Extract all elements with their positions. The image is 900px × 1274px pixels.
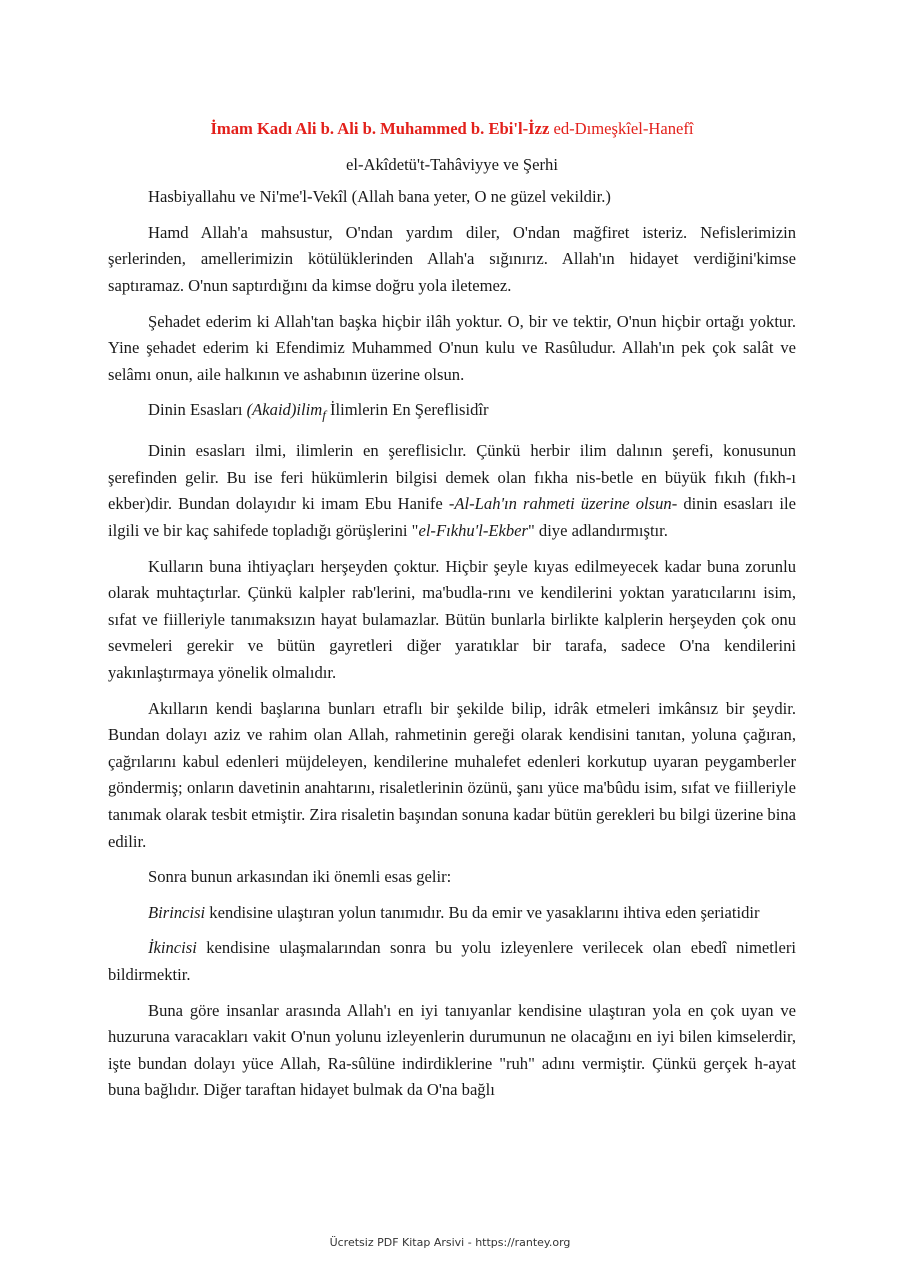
document-subtitle: el-Akîdetü't-Tahâviyye ve Şerhi: [346, 154, 558, 174]
author-name: İmam Kadı Ali b. Ali b. Muhammed b. Ebi'l-İzz: [210, 119, 550, 138]
para5-dua: -Al-Lah'ın rahmeti üzerine olsun-: [448, 494, 678, 514]
page-footer: Ücretsiz PDF Kitap Arsivi - https://rantey.org: [329, 1236, 571, 1249]
paragraph-hamd: Hamd Allah'a mahsustur, O'ndan yardım diler, O'ndan mağfiret isteriz. Nefislerimizin şerlerinden, amellerimizin kötülüklerinden Allah'a sığınırız. Allah'ın hidayet verdiğini'kimse saptıramaz. O'nun saptırdığını da kimse doğru yola iletemez.: [108, 222, 796, 295]
heading-text-italic: (Akaid)ilim: [246, 400, 323, 420]
paragraph-akillarin: Akılların kendi başlarına bunları etraflı bir şekilde bilip, idrâk etmeleri imkânsız bir şeydir. Bundan dolayı aziz ve rahim olan Allah, rahmetinin gereği olarak kendisini tanıtan, yoluna çağıran, çağrılarını kabul edenleri müjdeleyen, kendilerine muhalefet edenleri korkutup uyaran peygamberler göndermiş; onların davetinin anahtarını, risaletlerinin özünü, şanı yüce ma'bûdu isim, sıfat ve fiilleriyle tanımak olarak tesbit etmiştir. Zira risaletin başından sonuna kadar bütün gerekleri bu bilgi üzerine bina edilir.: [108, 698, 796, 851]
paragraph-sehadet: Şehadet ederim ki Allah'tan başka hiçbir ilâh yoktur. O, bir ve tektir, O'nun hiçbir ortağı yoktur. Yine şehadet ederim ki Efendimiz Muhammed O'nun kulu ve Rasûludur. Allah'ın pek çok salât ve selâmı onun, aile halkının ve ashabının üzerine olsun.: [108, 311, 796, 384]
para5-text-c: dinin esasları ile ilgili ve bir kaç sahifede topladığı görüşlerini ": [108, 494, 796, 541]
ikincisi-text: kendisine ulaşmalarından sonra bu yolu izleyenlere verilecek olan ebedî nimetleri bildirmektir.: [108, 938, 796, 984]
paragraph-buna-gore: Buna göre insanlar arasında Allah'ı en iyi tanıyanlar kendisine ulaştıran yola en çok uyan ve huzuruna varacakları vakit O'nun yolunu izleyenlerin durumunun ne olacağını en iyi bilen kimselerdir, işte bundan dolayı yüce Allah, Ra-sûlüne indirdiklerine "ruh" adını vermiştir. Çünkü gerçek h-ayat buna bağlıdır. Diğer taraftan hidayet bulmak da O'na bağlı: [108, 1000, 796, 1100]
heading-subscript: f: [322, 407, 326, 423]
para5-book-title: el-Fıkhu'l-Ekber: [418, 521, 528, 541]
birincisi-label: Birincisi: [148, 902, 206, 922]
paragraph-dinin-esaslari-ilmi: [108, 438, 796, 544]
heading-text-a: Dinin Esasları: [148, 400, 247, 420]
paragraph-kullarin-ihtiyaci: Kulların buna ihtiyaçları herşeyden çoktur. Hiçbir şeyle kıyas edilmeyecek kadar buna zorunlu olarak muhtaçtırlar. Çünkü kalpler rab'lerini, ma'budla-rını ve kendilerini yoktan yaratıcılarını isim, sıfat ve fiilleriyle tanımaksızın hayat bulamazlar. Bütün bunlarla birlikte kalplerin herşeyden çok onu sevmeleri gerekir ve bütün gayretleri diğer yaratıklar bir tarafa, sadece O'na kendilerini yakınlaştırmaya yönelik olmalıdır.: [108, 556, 796, 682]
paragraph-ikincisi: [108, 935, 796, 988]
author-nisba: ed-Dımeşkîel-Hanefî: [549, 119, 694, 138]
para5-text-e: " diye adlandırmıştır.: [527, 521, 668, 541]
birincisi-text: kendisine ulaştıran yolun tanımıdır. Bu da emir ve yasaklarını ihtiva eden şeriatidir: [205, 902, 760, 922]
para5-text-a: Dinin esasları ilmi, ilimlerin en şereflisiclır. Çünkü herbir ilim dalının şerefi, konusunun şerefinden gelir. Bu ise feri hükümlerin bilgisi demek olan fıkha nis-betle en büyük fıkıh (fıkh-ı ekber)dir. Bundan dolayıdır ki imam Ebu Hanife: [108, 441, 796, 514]
paragraph-iki-esas: Sonra bunun arkasından iki önemli esas gelir:: [148, 867, 452, 887]
document-title: [108, 116, 796, 143]
paragraph-hasbiyallahu: Hasbiyallahu ve Ni'me'l-Vekîl (Allah bana yeter, O ne güzel vekildir.): [148, 187, 611, 207]
ikincisi-label: İkincisi: [148, 938, 197, 958]
heading-text-c: İlimlerin En Şereflisidîr: [325, 400, 489, 420]
section-heading-dinin-esaslari: [108, 397, 796, 429]
paragraph-birincisi: [108, 900, 796, 927]
document-body: [108, 116, 796, 1104]
